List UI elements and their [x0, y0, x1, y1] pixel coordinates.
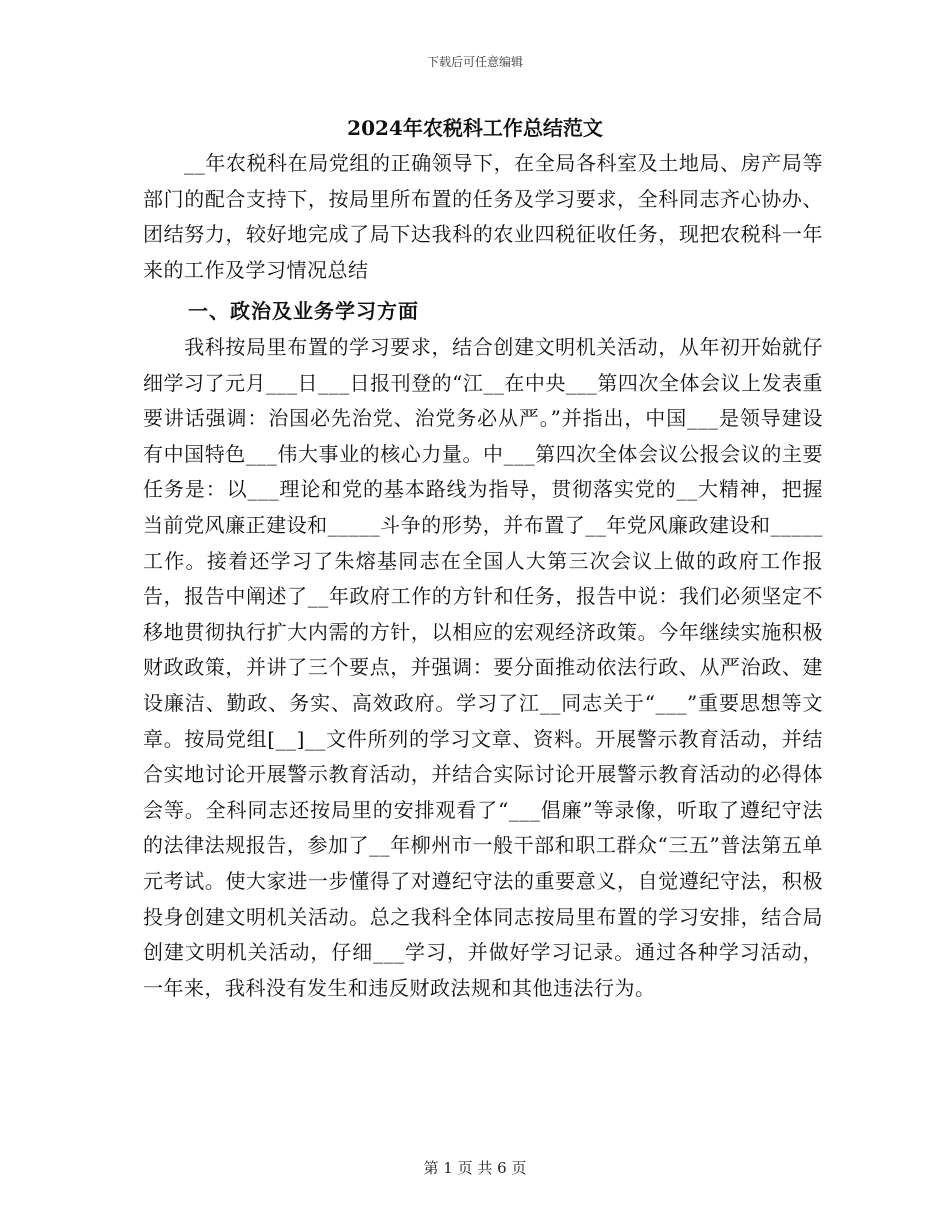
section-heading-politics-study: 一、政治及业务学习方面 — [188, 299, 419, 323]
document-title: 2024年农税科工作总结范文 — [347, 116, 603, 140]
page-number-footer: 第 1 页 共 6 页 — [423, 1159, 527, 1177]
section-paragraph-politics-study: 我科按局里布置的学习要求，结合创建文明机关活动，从年初开始就仔细学习了元月___日___日报刊登的“江__在中央___第四次全体会议上发表重要讲话强调：治国必先治党、治党务必从严。”并指出，中国___是领导建设有中国特色___伟大事业的核心力量。中___第四次全体会议公报会议的主要任务是：以___理论和党的基本路线为指导，贯彻落实党的__大精神，把握当前党风廉正建设和_____斗争的形势，并布置了__年党风廉政建设和_____工作。接着还学习了朱熔基同志在全国人大第三次会议上做的政府工作报告，报告中阐述了__年政府工作的方针和任务，报告中说：我们必须坚定不移地贯彻执行扩大内需的方针，以相应的宏观经济政策。今年继续实施积极财政政策，并讲了三个要点，并强调：要分面推动依法行政、从严治政、建设廉洁、勤政、务实、高效政府。学习了江__同志关于“___”重要思想等文章。按局党组[__]__文件所列的学习文章、资料。开展警示教育活动，并结合实地讨论开展警示教育活动，并结合实际讨论开展警示教育活动的必得体会等。全科同志还按局里的安排观看了“___倡廉”等录像，听取了遵纪守法的法律法规报告，参加了__年柳州市一般干部和职工群众“三五”普法第五单元考试。使大家进一步懂得了对遵纪守法的重要意义，自觉遵纪守法，积极投身创建文明机关活动。总之我科全体同志按局里布置的学习安排，结合局创建文明机关活动，仔细___学习，并做好学习记录。通过各种学习活动，一年来，我科没有发生和违反财政法规和其他违法行为。 — [143, 335, 823, 1000]
header-note: 下载后可任意编辑 — [426, 55, 523, 69]
intro-paragraph: __年农税科在局党组的正确领导下，在全局各科室及土地局、房产局等部门的配合支持下，按局里所布置的任务及学习要求，全科同志齐心协办、团结努力，较好地完成了局下达我科的农业四税征收任务，现把农税科一年来的工作及学习情况总结 — [143, 151, 823, 282]
